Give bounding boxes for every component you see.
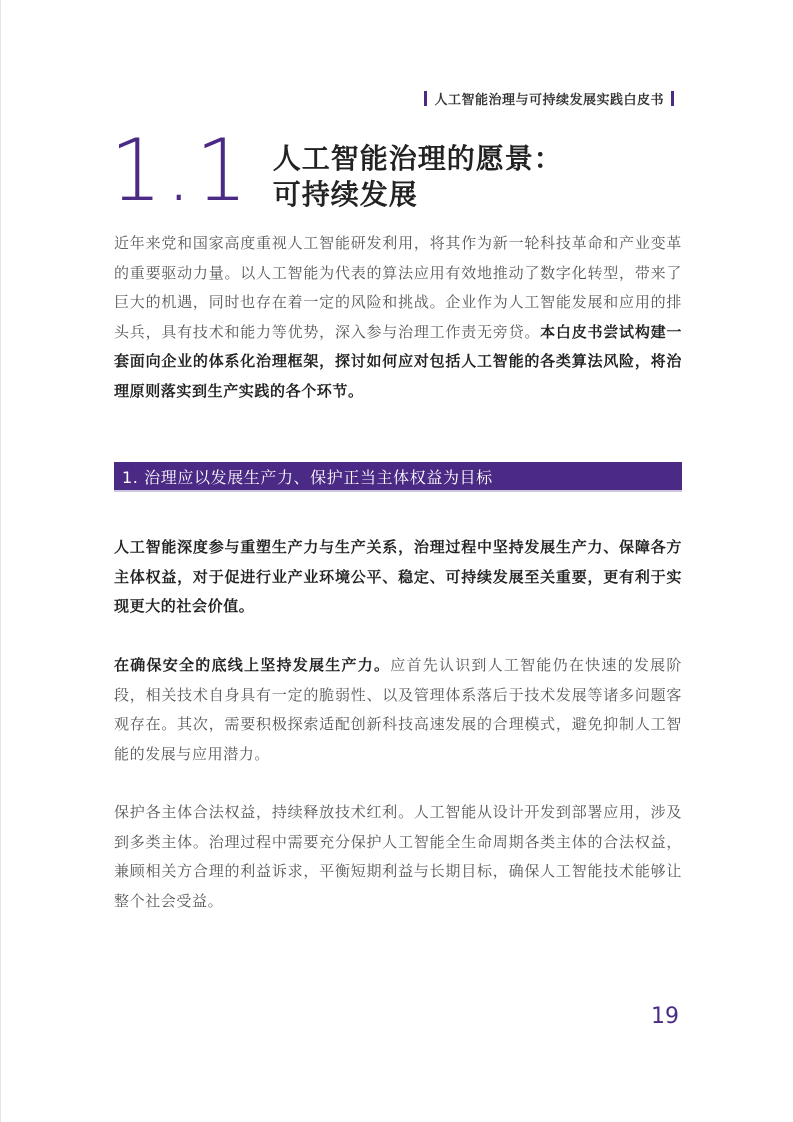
running-header [417,89,681,108]
paragraph-2 [114,651,682,769]
section-title-line2: 可持续发展 [272,178,418,211]
section-title [273,141,563,213]
paragraph-3: 保护各主体合法权益，持续释放技术红利。人工智能从设计开发到部署应用，涉及到多类主体。治理过程中需要充分保护人工智能全生命周期各类主体的合法权益，兼顾相关方合理的利益诉求，平衡短期利益与长期目标，确保人工智能技术能够让整个社会受益。 [114,803,682,910]
subsection-heading [114,462,682,490]
paragraph-1: 人工智能深度参与重塑生产力与生产关系，治理过程中坚持发展生产力、保障各方主体权益，对于促进行业产业环境公平、稳定、可持续发展至关重要，更有利于实现更大的社会价值。 [114,538,682,615]
section-heading [110,121,563,221]
intro-paragraph [114,229,682,406]
subsection-underline [114,490,682,492]
intro-text: 近年来党和国家高度重视人工智能研发利用，将其作为新一轮科技革命和产业变革的重要驱动力量。以人工智能为代表的算法应用有效地推动了数字化转型，带来了巨大的机遇，同时也存在着一定的风险和挑战。企业作为人工智能发展和应用的排头兵，具有技术和能力等优势，深入参与治理工作责无旁贷。 [114,234,682,341]
header-bar-right [671,91,674,106]
section-number: 1.1 [110,121,252,221]
running-title: 人工智能治理与可持续发展实践白皮书 [434,93,664,108]
page-edge [0,0,1,1122]
page-number: 19 [651,1004,679,1029]
paragraph-2-text: 应首先认识到人工智能仍在快速的发展阶段，相关技术自身具有一定的脆弱性、以及管理体系落后于技术发展等诸多问题客观存在。其次，需要积极探索适配创新科技高速发展的合理模式，避免抑制人工智能的发展与应用潜力。 [114,656,682,763]
header-bar-left [424,91,427,106]
intro-strong-text: 本白皮书尝试构建一套面向企业的体系化治理框架，探讨如何应对包括人工智能的各类算法风险，将治理原则落实到生产实践的各个环节。 [114,322,683,400]
paragraph-2-strong: 在确保安全的底线上坚持发展生产力。 [114,656,391,674]
subsection-title: 1. 治理应以发展生产力、保护正当主体权益为目标 [122,467,493,487]
section-title-line1: 人工智能治理的愿景： [272,142,563,175]
